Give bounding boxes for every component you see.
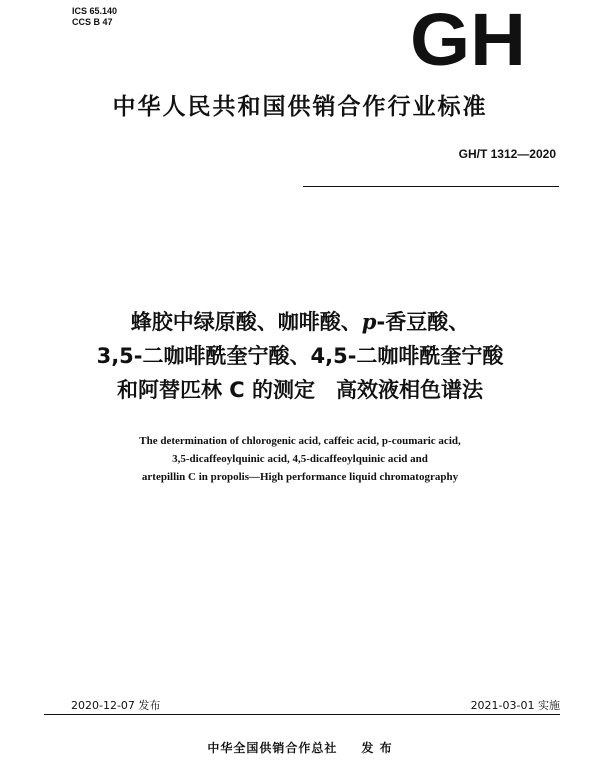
standard-type-title: 中华人民共和国供销合作行业标准 (112, 94, 488, 120)
standard-code: GH/T 1312—2020 (458, 147, 556, 161)
issue-date: 2020-12-07 发布 (71, 699, 161, 712)
gh-logo-text: GH (410, 9, 526, 67)
publisher-name: 中华全国供销合作总社 (207, 741, 338, 755)
header-divider (303, 186, 559, 187)
footer-divider (44, 714, 560, 715)
publisher-action: 发 布 (361, 741, 393, 755)
ccs-code: CCS B 47 (72, 17, 113, 27)
chinese-title (0, 305, 600, 407)
chinese-title-line-3: 和阿替匹林 C 的测定 高效液相色谱法 (116, 378, 484, 402)
chinese-title-line-1-part-b: -香豆酸、 (376, 310, 470, 334)
implementation-date: 2021-03-01 实施 (470, 699, 560, 712)
chinese-title-line-1-part-a: 蜂胶中绿原酸、咖啡酸、 (130, 310, 362, 334)
english-title-line-2: 3,5-dicaffeoylquinic acid, 4,5-dicaffeoylquinic acid and (172, 453, 428, 465)
classification-codes (72, 6, 117, 28)
ics-code: ICS 65.140 (72, 6, 118, 16)
english-title-line-3: artepillin C in propolis—High performance liquid chromatography (141, 471, 459, 483)
gh-logo (409, 9, 527, 67)
chinese-title-line-2: 3,5-二咖啡酰奎宁酸、4,5-二咖啡酰奎宁酸 (96, 344, 504, 368)
english-title (0, 432, 600, 486)
chinese-title-line-1 (0, 305, 600, 339)
english-title-line-1: The determination of chlorogenic acid, caffeic acid, p-coumaric acid, (139, 435, 461, 447)
chinese-title-italic-p: p (361, 309, 377, 334)
publisher-line (0, 739, 600, 756)
